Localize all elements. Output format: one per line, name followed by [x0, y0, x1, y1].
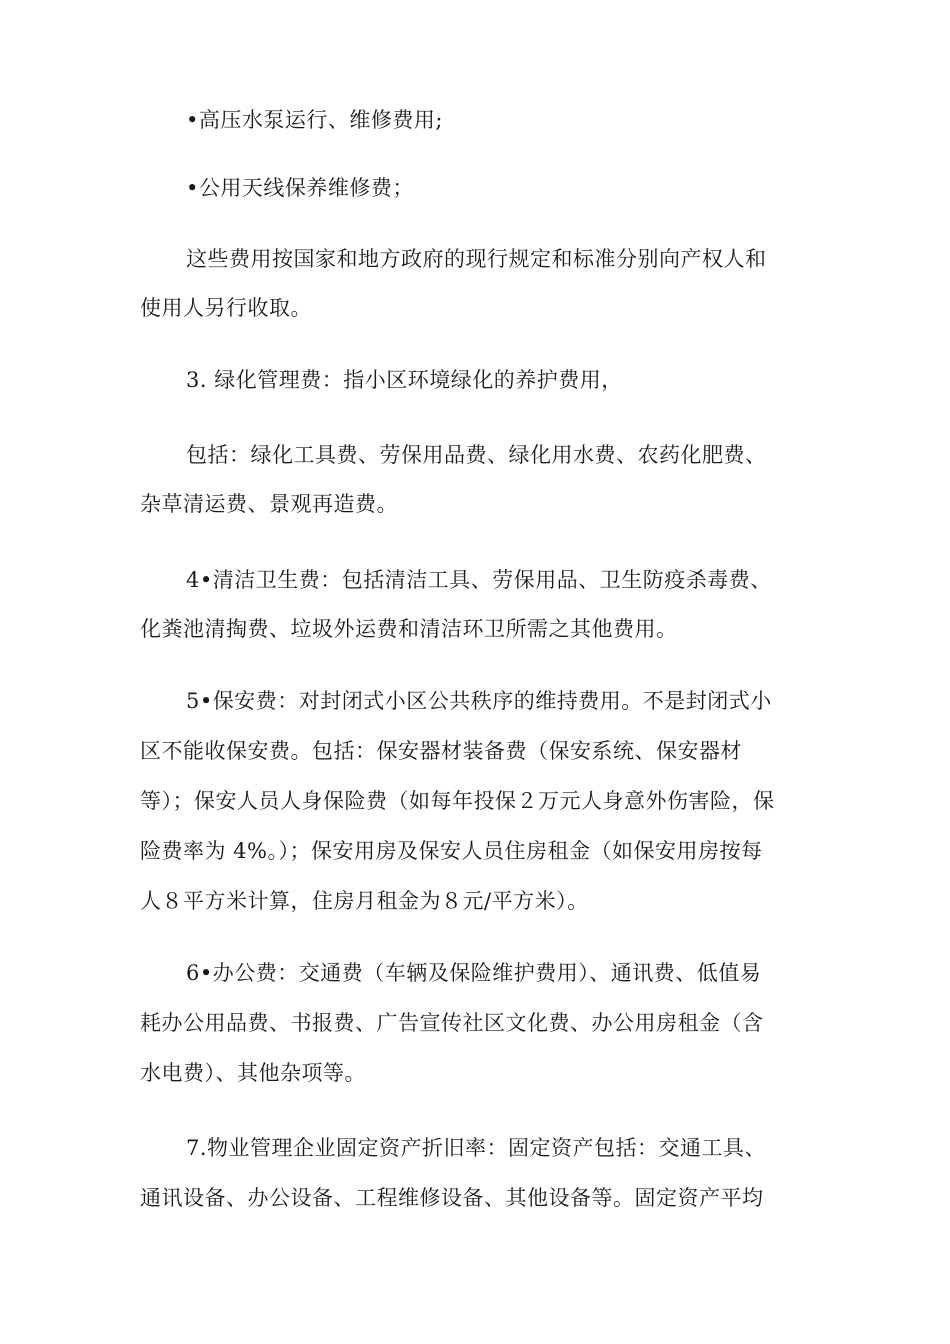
item-5-line-4: 险费率为 4%。）；保安用房及保安人员住房租金（如保安用房按每	[140, 839, 763, 863]
item-6-line-3: 水电费）、其他杂项等。	[140, 1061, 366, 1085]
bullet-line-high-pressure-pump: •高压水泵运行、维修费用;	[186, 108, 443, 132]
paragraph-fees-line-1: 这些费用按国家和地方政府的现行规定和标准分别向产权人和	[186, 247, 767, 271]
item-5-line-1: 5•保安费：对封闭式小区公共秩序的维持费用。不是封闭式小	[186, 689, 772, 713]
paragraph-fees-line-2: 使用人另行收取。	[140, 296, 312, 320]
item-4-line-2: 化粪池清掏费、垃圾外运费和清洁环卫所需之其他费用。	[140, 617, 678, 641]
item-7-line-2: 通讯设备、办公设备、工程维修设备、其他设备等。固定资产平均	[140, 1186, 764, 1210]
bullet-line-antenna: •公用天线保养维修费；	[186, 176, 414, 200]
item-5-line-3: 等）；保安人员人身保险费（如每年投保２万元人身意外伤害险，保	[140, 789, 775, 813]
item-6-line-2: 耗办公用品费、书报费、广告宣传社区文化费、办公用房租金（含	[140, 1011, 764, 1035]
item-4-line-1: 4•清洁卫生费：包括清洁工具、劳保用品、卫生防疫杀毒费、	[186, 568, 772, 592]
item-5-line-2: 区不能收保安费。包括：保安器材装备费（保安系统、保安器材	[140, 739, 742, 763]
item-3-heading: 3. 绿化管理费：指小区环境绿化的养护费用，	[186, 368, 623, 392]
item-5-line-5: 人８平方米计算，住房月租金为８元/平方米）。	[140, 889, 589, 913]
item-3-detail-line-1: 包括：绿化工具费、劳保用品费、绿化用水费、农药化肥费、	[186, 443, 767, 467]
item-6-line-1: 6•办公费：交通费（车辆及保险维护费用）、通讯费、低值易	[186, 961, 762, 985]
item-3-detail-line-2: 杂草清运费、景观再造费。	[140, 492, 398, 516]
item-7-line-1: 7.物业管理企业固定资产折旧率：固定资产包括：交通工具、	[186, 1136, 767, 1160]
